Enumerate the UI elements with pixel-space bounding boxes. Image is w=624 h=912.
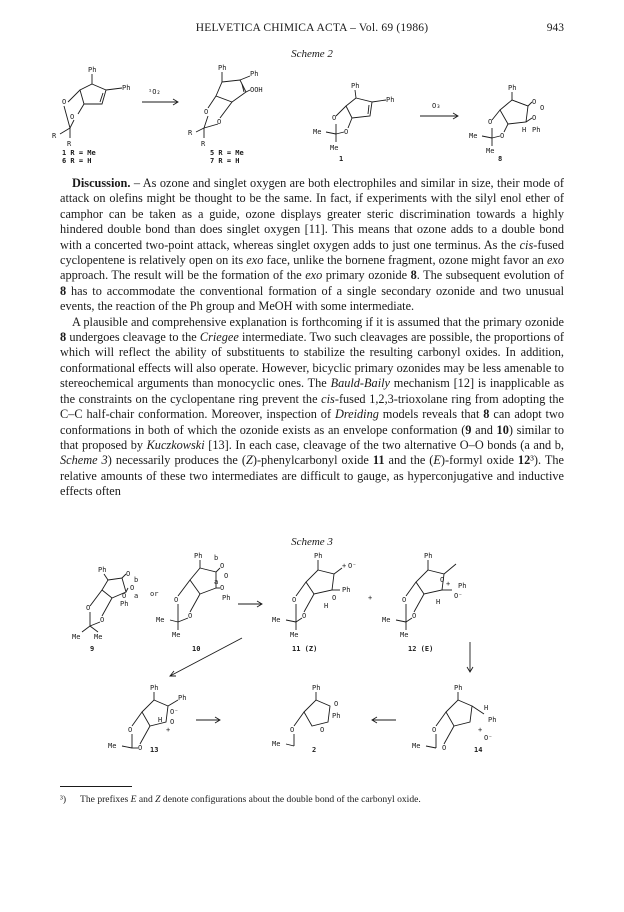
svg-text:Ph: Ph <box>194 552 203 560</box>
svg-text:14: 14 <box>474 746 483 754</box>
svg-text:O: O <box>220 584 225 592</box>
svg-text:H: H <box>158 716 163 724</box>
svg-text:8: 8 <box>498 155 503 163</box>
svg-text:O: O <box>442 744 447 752</box>
scheme-3-label: Scheme 3 <box>291 536 333 548</box>
scheme-2-label: Scheme 2 <box>291 48 333 60</box>
svg-text:6 R = H: 6 R = H <box>62 157 92 165</box>
svg-text:11 (Z): 11 (Z) <box>292 645 318 653</box>
svg-text:Me: Me <box>108 742 117 750</box>
svg-text:O: O <box>128 726 133 734</box>
footnote-marker: ³) <box>60 794 67 805</box>
svg-text:2: 2 <box>312 746 317 754</box>
svg-text:O: O <box>412 612 417 620</box>
svg-text:H: H <box>324 602 329 610</box>
svg-text:O: O <box>488 118 493 126</box>
footnote-3: ³) The prefixes E and Z denote configurations about the double bond of the carbonyl oxide. <box>60 794 421 805</box>
svg-text:b: b <box>134 576 139 584</box>
svg-text:7 R = H: 7 R = H <box>210 157 240 165</box>
svg-text:Ph: Ph <box>458 582 467 590</box>
svg-text:Me: Me <box>172 631 181 639</box>
svg-text:Ph: Ph <box>88 66 97 74</box>
structure-5-7 <box>188 64 263 148</box>
svg-text:Ph: Ph <box>150 684 159 692</box>
svg-text:O: O <box>204 108 209 116</box>
structure-2 <box>272 684 340 748</box>
svg-text:O⁻: O⁻ <box>348 562 357 570</box>
svg-text:Me: Me <box>313 128 322 136</box>
svg-text:Me: Me <box>330 144 339 152</box>
svg-text:O: O <box>170 718 175 726</box>
paragraph-discussion: Discussion. – As ozone and singlet oxygen are both electrophiles and similar in size, their mode of attack on olefins might be thought to be the same. In fact, if experiments with the silyl enol ether of camphor can be taken as a guide, ozone displays greater steric discrimination towards a highly hindered double bond than does singlet oxygen [11]. This means that ozone adds to a double bond with a concerted two-point attack, whereas singlet oxygen adds to just one terminus. As the cis-fused cyclopentene is relatively open on its exo face, unlike the bornene fragment, ozone might favor an exo approach. The result will be the formation of the exo primary ozonide 8. The subsequent evolution of 8 has to accommodate the conventional formation of a single secondary ozonide and two unusual events, the reaction of the Ph group and MeOH with some intermediate. <box>60 176 565 314</box>
svg-text:O: O <box>138 744 143 752</box>
svg-text:Me: Me <box>94 633 103 641</box>
svg-text:O⁻: O⁻ <box>484 734 493 742</box>
svg-text:Me: Me <box>72 633 81 641</box>
svg-text:O: O <box>126 570 131 578</box>
svg-text:+: + <box>166 726 171 734</box>
svg-text:Ph: Ph <box>120 600 129 608</box>
svg-text:R: R <box>67 140 72 148</box>
structure-14 <box>412 684 496 752</box>
svg-text:Ph: Ph <box>488 716 497 724</box>
svg-text:O: O <box>402 596 407 604</box>
svg-text:+: + <box>368 594 373 602</box>
svg-text:Ph: Ph <box>178 694 187 702</box>
svg-text:O: O <box>130 584 135 592</box>
svg-text:Me: Me <box>400 631 409 639</box>
svg-text:12 (E): 12 (E) <box>408 645 434 653</box>
svg-text:Ph: Ph <box>454 684 463 692</box>
svg-text:Me: Me <box>469 132 478 140</box>
structure-9 <box>72 566 138 641</box>
svg-text:O: O <box>292 596 297 604</box>
svg-text:Ph: Ph <box>532 126 541 134</box>
svg-text:O: O <box>122 592 127 600</box>
svg-text:Ph: Ph <box>222 594 231 602</box>
svg-text:O: O <box>440 576 445 584</box>
svg-text:R: R <box>201 140 206 148</box>
svg-text:+: + <box>342 562 347 570</box>
svg-text:O: O <box>320 726 325 734</box>
svg-text:O: O <box>100 616 105 624</box>
svg-text:Me: Me <box>156 616 165 624</box>
structure-13 <box>108 684 186 752</box>
svg-text:Me: Me <box>290 631 299 639</box>
svg-text:Ph: Ph <box>98 566 107 574</box>
svg-text:or: or <box>150 590 159 598</box>
journal-title: HELVETICA CHIMICA ACTA – Vol. 69 (1986) <box>195 22 429 34</box>
svg-text:O: O <box>432 726 437 734</box>
svg-text:O: O <box>220 562 225 570</box>
main-body <box>60 176 564 500</box>
svg-text:+: + <box>478 726 483 734</box>
svg-text:5 R = Me: 5 R = Me <box>210 149 244 157</box>
svg-text:O: O <box>188 612 193 620</box>
svg-text:O: O <box>332 594 337 602</box>
svg-text:O: O <box>174 596 179 604</box>
svg-text:O: O <box>500 132 505 140</box>
svg-text:O: O <box>540 104 545 112</box>
structure-8 <box>469 84 544 155</box>
svg-text:Ph: Ph <box>332 712 341 720</box>
running-header <box>60 22 564 38</box>
svg-text:1: 1 <box>339 155 344 163</box>
svg-text:O: O <box>302 612 307 620</box>
svg-text:O: O <box>532 114 537 122</box>
svg-text:R: R <box>52 132 57 140</box>
svg-text:10: 10 <box>192 645 201 653</box>
svg-text:O⁻: O⁻ <box>170 708 179 716</box>
structure-10 <box>156 552 230 639</box>
svg-text:O: O <box>344 128 349 136</box>
svg-text:O: O <box>290 726 295 734</box>
svg-text:a: a <box>134 592 139 600</box>
svg-text:Me: Me <box>486 147 495 155</box>
svg-text:Me: Me <box>272 740 281 748</box>
svg-text:O: O <box>332 114 337 122</box>
svg-text:O: O <box>532 98 537 106</box>
svg-text:H: H <box>522 126 527 134</box>
svg-text:Ph: Ph <box>122 84 131 92</box>
svg-text:O: O <box>334 700 339 708</box>
structure-12-e <box>382 552 466 639</box>
section-heading: Discussion. <box>72 176 131 190</box>
svg-text:OOH: OOH <box>250 86 263 94</box>
svg-text:Ph: Ph <box>218 64 227 72</box>
svg-text:¹O₂: ¹O₂ <box>148 88 161 96</box>
svg-text:O: O <box>70 113 75 121</box>
svg-text:Ph: Ph <box>351 82 360 90</box>
svg-text:Me: Me <box>382 616 391 624</box>
svg-text:O: O <box>62 98 67 106</box>
scheme-2-figure <box>52 62 564 165</box>
svg-text:R: R <box>188 129 193 137</box>
paragraph-mechanism: A plausible and comprehensive explanation is forthcoming if it is assumed that the primary ozonide 8 undergoes cleavage to the Criegee intermediate. Two such cleavages are possible, the proportions of which will reflect the ability of substituents to stabilize the resulting carbonyl oxides. In addition, conformational effects will also operate. However, bicyclic primary ozonides may be less amenable to stereochemical arguments than monocyclic ones. The Bauld-Baily mechanism [12] is inapplicable as the constraints on the cyclopentane ring prevent the cis-fused 1,2,3-trioxolane ring from adopting the C–C half-chair conformation. Moreover, inspection of Dreiding models reveals that 8 can adopt two conformations in both of which the ozonide exists as an envelope conformation (9 and 10) similar to that proposed by Kuczkowski [13]. In each case, cleavage of the two alternative O–O bonds (a and b, Scheme 3) necessarily produces the (Z)-phenylcarbonyl oxide 11 and the (E)-formyl oxide 12³). The relative amounts of these two intermediates are difficult to gauge, as hyperconjugative and inductive effects often <box>60 314 565 499</box>
structure-11-z <box>272 552 356 639</box>
svg-text:O⁻: O⁻ <box>454 592 463 600</box>
svg-text:Ph: Ph <box>386 96 395 104</box>
svg-text:Me: Me <box>272 616 281 624</box>
svg-text:Ph: Ph <box>424 552 433 560</box>
svg-text:1 R = Me: 1 R = Me <box>62 149 96 157</box>
svg-text:H: H <box>484 704 489 712</box>
structure-1-6 <box>52 66 130 148</box>
svg-text:9: 9 <box>90 645 95 653</box>
svg-text:a: a <box>214 578 219 586</box>
svg-text:O₃: O₃ <box>432 102 441 110</box>
svg-text:+: + <box>446 580 451 588</box>
svg-text:H: H <box>436 598 441 606</box>
footnote-divider <box>60 786 132 787</box>
svg-text:Me: Me <box>412 742 421 750</box>
svg-text:Ph: Ph <box>342 586 351 594</box>
svg-text:Ph: Ph <box>250 70 259 78</box>
svg-text:Ph: Ph <box>312 684 321 692</box>
svg-text:Ph: Ph <box>508 84 517 92</box>
svg-text:O: O <box>224 572 229 580</box>
svg-text:b: b <box>214 554 219 562</box>
svg-text:Ph: Ph <box>314 552 323 560</box>
svg-text:O: O <box>86 604 91 612</box>
structure-1 <box>313 82 394 152</box>
svg-text:13: 13 <box>150 746 159 754</box>
page-number: 943 <box>546 22 564 34</box>
svg-text:O: O <box>217 118 222 126</box>
scheme-3-figure <box>60 550 564 752</box>
